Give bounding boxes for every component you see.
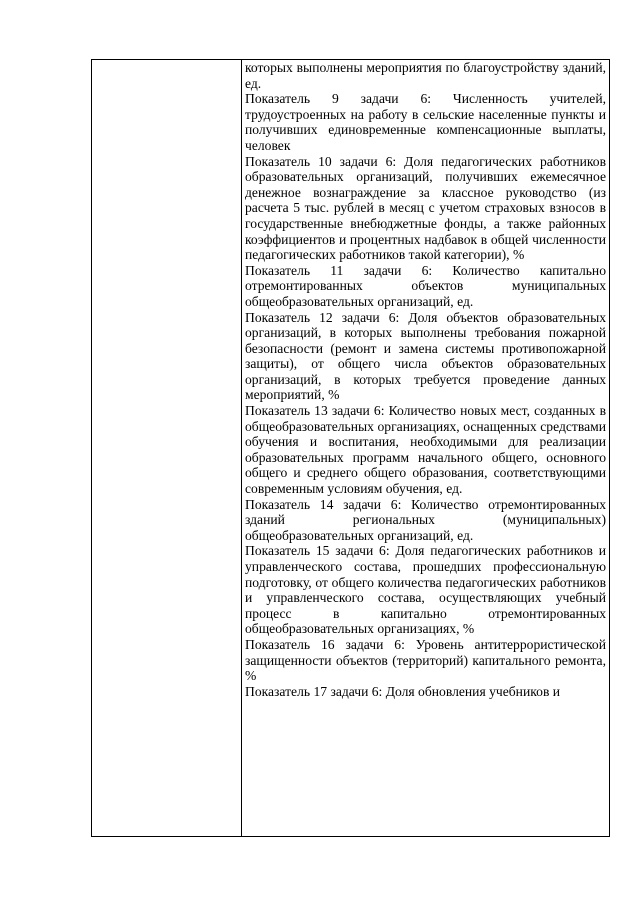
indicator-16: Показатель 16 задачи 6: Уровень антитеррористической защищенности объектов (территорий) капитального ремонта, % — [245, 636, 606, 684]
indicator-17: Показатель 17 задачи 6: Доля обновления учебников и — [245, 683, 561, 699]
indicator-12: Показатель 12 задачи 6: Доля объектов образовательных организаций, в которых выполнены требования пожарной безопасности (ремонт и замена системы противопожарной защиты), от общего числа объектов образовательных организаций, в которых требуется проведение данных мероприятий, % — [245, 309, 606, 403]
indicator-15: Показатель 15 задачи 6: Доля педагогических работников и управленческого состава, прошедших профессиональную подготовку, от общего количества педагогических работников и управленческого состава, осуществляющих учебный процесс в капитально отремонтированных общеобразовательных организациях, % — [245, 543, 606, 637]
table-left-cell — [92, 60, 242, 836]
document-table — [91, 59, 610, 837]
indicator-14: Показатель 14 задачи 6: Количество отремонтированных зданий региональных (муниципальных) общеобразовательных организаций, ед. — [245, 496, 606, 543]
indicator-13: Показатель 13 задачи 6: Количество новых мест, созданных в общеобразовательных организациях, оснащенных средствами обучения и воспитания, необходимыми для реализации образовательных программ начального общего, основного общего и среднего общего образования, соответствующими современным условиям обучения, ед. — [245, 403, 606, 497]
indicator-9: Показатель 9 задачи 6: Численность учителей, трудоустроенных на работу в сельские населенные пункты и получивших единовременные компенсационные выплаты, человек — [245, 91, 606, 153]
indicator-11: Показатель 11 задачи 6: Количество капитально отремонтированных объектов муниципальных общеобразовательных организаций, ед. — [245, 262, 606, 309]
table-right-cell — [242, 60, 609, 836]
indicator-10: Показатель 10 задачи 6: Доля педагогических работников образовательных организаций, получивших ежемесячное денежное вознаграждение за классное руководство (из расчета 5 тыс. рублей в месяц с учетом страховых взносов в государственные внебюджетные фонды, а также районных коэффициентов и процентных надбавок в общей численности педагогических работников такой категории), % — [245, 153, 606, 263]
paragraph-continuation: которых выполнены мероприятия по благоустройству зданий, ед. — [245, 60, 606, 91]
